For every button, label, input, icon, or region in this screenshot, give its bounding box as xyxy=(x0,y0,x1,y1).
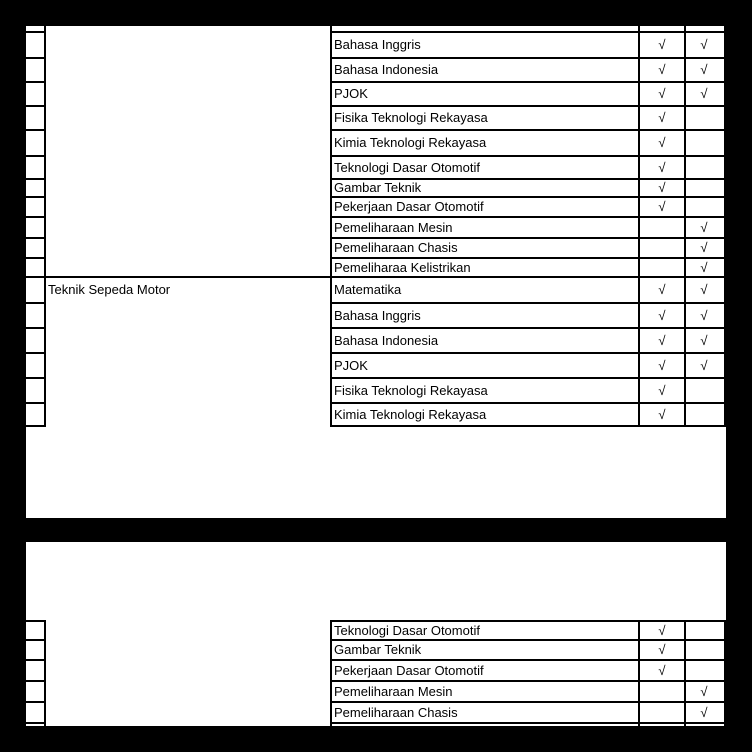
table-border-h xyxy=(26,680,46,682)
table-border-h xyxy=(330,377,726,379)
table-border-h xyxy=(26,302,46,304)
table-border-v xyxy=(330,26,332,427)
table-border-h xyxy=(330,31,726,33)
check-mark-col2: √ xyxy=(700,37,708,52)
subject-cell: Kimia Teknologi Rekayasa xyxy=(334,407,487,422)
table-border-h xyxy=(330,216,726,218)
table-border-h xyxy=(26,257,46,259)
subject-cell: Bahasa Inggris xyxy=(334,308,421,323)
table-border-h xyxy=(330,237,726,239)
table-border-h xyxy=(26,639,46,641)
check-mark-col1: √ xyxy=(658,642,666,657)
table-border-h xyxy=(44,276,332,278)
check-mark-col1: √ xyxy=(658,383,666,398)
program-name: Teknik Sepeda Motor xyxy=(48,282,171,297)
table-border-v xyxy=(44,26,46,427)
subject-cell: Gambar Teknik xyxy=(334,642,422,657)
table-border-h xyxy=(26,81,46,83)
check-mark-col1: √ xyxy=(658,308,666,323)
check-mark-col1: √ xyxy=(658,62,666,77)
subject-cell: PJOK xyxy=(334,86,368,101)
table-border-h xyxy=(330,327,726,329)
check-mark-col2: √ xyxy=(700,240,708,255)
subject-cell: Kimia Teknologi Rekayasa xyxy=(334,135,487,150)
table-border-h xyxy=(26,276,46,278)
table-border-h xyxy=(330,196,726,198)
table-border-h xyxy=(26,178,46,180)
table-border-h xyxy=(330,155,726,157)
check-mark-col1: √ xyxy=(658,160,666,175)
table-border-v xyxy=(638,620,640,726)
table-border-h xyxy=(26,105,46,107)
table-border-h xyxy=(330,701,726,703)
table-border-h xyxy=(330,402,726,404)
table-border-v xyxy=(330,620,332,726)
table-border-h xyxy=(330,178,726,180)
table-border-h xyxy=(330,276,726,278)
table-border-h xyxy=(26,196,46,198)
subject-cell: Fisika Teknologi Rekayasa xyxy=(334,110,488,125)
table-border-h xyxy=(330,680,726,682)
table-border-h xyxy=(330,257,726,259)
table-border-h xyxy=(26,425,46,427)
subject-cell: Teknologi Dasar Otomotif xyxy=(334,160,480,175)
table-border-h xyxy=(330,105,726,107)
table-border-h xyxy=(330,425,726,427)
table-border-h xyxy=(330,659,726,661)
table-border-h xyxy=(26,31,46,33)
check-mark-col2: √ xyxy=(700,220,708,235)
subject-cell: Pekerjaan Dasar Otomotif xyxy=(334,199,484,214)
check-mark-col1: √ xyxy=(658,199,666,214)
table-border-h xyxy=(26,659,46,661)
table-border-h xyxy=(330,639,726,641)
table-border-h xyxy=(26,352,46,354)
check-mark-col2: √ xyxy=(700,705,708,720)
table-border-h xyxy=(26,327,46,329)
document-page-1 xyxy=(26,26,726,518)
check-mark-col1: √ xyxy=(658,135,666,150)
check-mark-col1: √ xyxy=(658,86,666,101)
check-mark-col1: √ xyxy=(658,358,666,373)
subject-cell: Matematika xyxy=(334,282,402,297)
subject-cell: Pemeliharaan Chasis xyxy=(334,705,458,720)
check-mark-col2: √ xyxy=(700,86,708,101)
table-border-h xyxy=(26,237,46,239)
check-mark-col2: √ xyxy=(700,308,708,323)
check-mark-col1: √ xyxy=(658,663,666,678)
document-page-2 xyxy=(26,542,726,726)
table-border-v xyxy=(724,26,726,427)
table-border-h xyxy=(330,352,726,354)
table-border-h xyxy=(330,81,726,83)
table-border-h xyxy=(26,722,46,724)
table-border-h xyxy=(26,57,46,59)
check-mark-col1: √ xyxy=(658,110,666,125)
table-border-h xyxy=(26,377,46,379)
check-mark-col2: √ xyxy=(700,282,708,297)
check-mark-col1: √ xyxy=(658,282,666,297)
subject-cell: Bahasa Inggris xyxy=(334,37,421,52)
table-border-v xyxy=(724,620,726,726)
table-border-h xyxy=(330,302,726,304)
subject-cell: Bahasa Indonesia xyxy=(334,333,439,348)
table-border-h xyxy=(26,129,46,131)
table-border-v xyxy=(684,620,686,726)
check-mark-col1: √ xyxy=(658,623,666,638)
subject-cell: Pemeliharaan Mesin xyxy=(334,684,453,699)
subject-cell: Bahasa Indonesia xyxy=(334,62,439,77)
subject-cell: Pemeliharaa Kelistrikan xyxy=(334,260,471,275)
subject-cell: Pemeliharaan Chasis xyxy=(334,240,458,255)
check-mark-col2: √ xyxy=(700,62,708,77)
table-border-h xyxy=(330,620,726,622)
table-border-h xyxy=(26,701,46,703)
subject-cell: Fisika Teknologi Rekayasa xyxy=(334,383,488,398)
subject-cell: Teknologi Dasar Otomotif xyxy=(334,623,480,638)
table-border-v xyxy=(44,620,46,726)
check-mark-col2: √ xyxy=(700,358,708,373)
subject-cell: Gambar Teknik xyxy=(334,180,422,195)
table-border-h xyxy=(26,402,46,404)
subject-cell: Pemeliharaan Mesin xyxy=(334,220,453,235)
table-border-v xyxy=(684,26,686,427)
table-border-h xyxy=(330,722,726,724)
table-border-h xyxy=(26,155,46,157)
table-border-h xyxy=(330,57,726,59)
subject-cell: Pekerjaan Dasar Otomotif xyxy=(334,663,484,678)
table-border-h xyxy=(26,216,46,218)
subject-cell: PJOK xyxy=(334,358,368,373)
table-border-v xyxy=(638,26,640,427)
check-mark-col2: √ xyxy=(700,260,708,275)
check-mark-col1: √ xyxy=(658,37,666,52)
table-border-h xyxy=(330,129,726,131)
check-mark-col1: √ xyxy=(658,407,666,422)
check-mark-col2: √ xyxy=(700,333,708,348)
table-border-h xyxy=(26,620,46,622)
check-mark-col1: √ xyxy=(658,180,666,195)
check-mark-col1: √ xyxy=(658,333,666,348)
check-mark-col2: √ xyxy=(700,684,708,699)
